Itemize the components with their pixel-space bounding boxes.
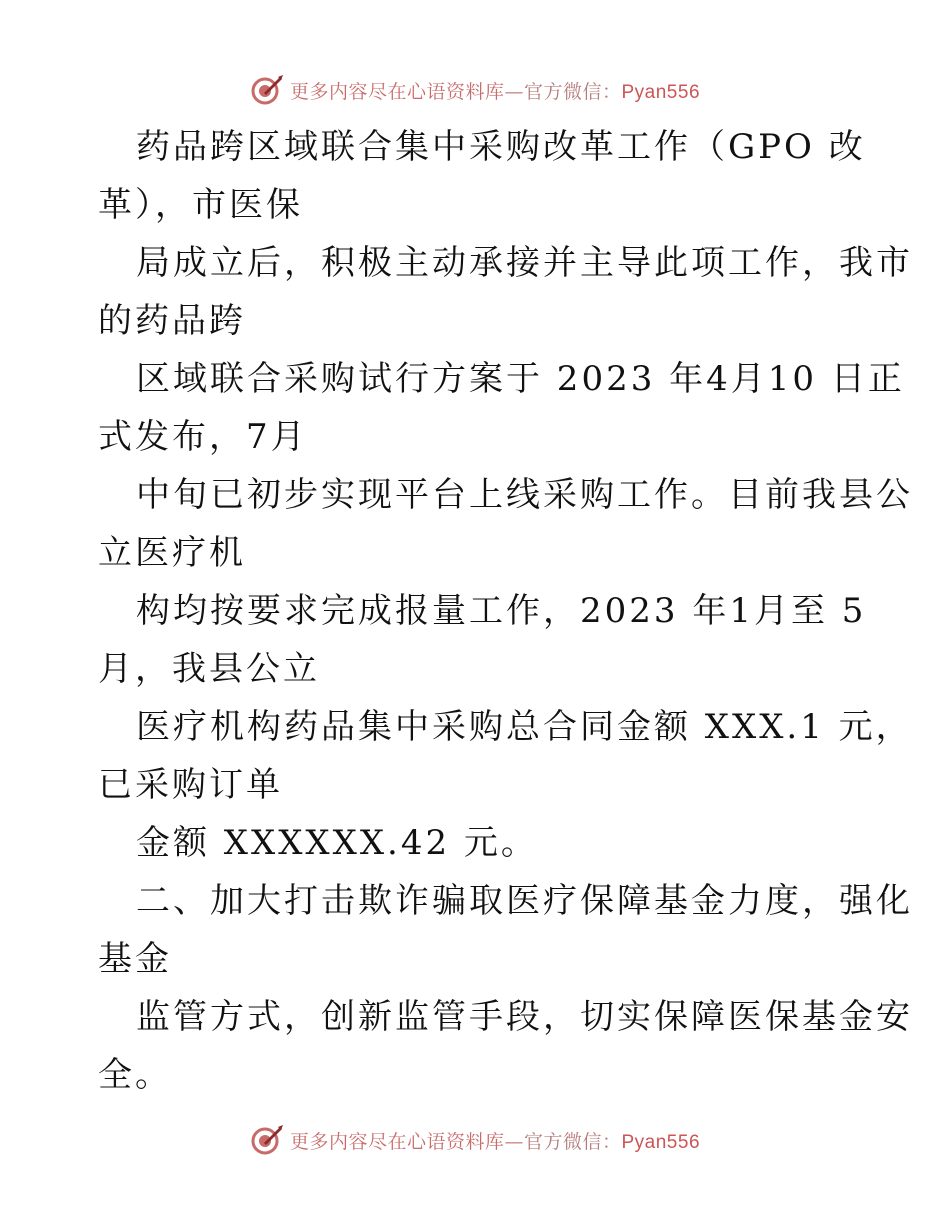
wechat-label: 官方微信： bbox=[523, 1130, 622, 1153]
quill-logo-icon bbox=[250, 1123, 284, 1157]
document-line: 区域联合采购试行方案于 2023 年4月10 日正 bbox=[136, 359, 905, 399]
document-line: 构均按要求完成报量工作，2023 年1月至 5 bbox=[136, 591, 867, 631]
separator: — bbox=[504, 1130, 524, 1153]
document-body bbox=[98, 118, 913, 1104]
quill-logo-icon bbox=[250, 73, 284, 107]
document-line: 式发布，7月 bbox=[98, 417, 308, 457]
document-line: 药品跨区域联合集中采购改革工作（GPO 改 bbox=[136, 127, 866, 167]
document-line: 中旬已初步实现平台上线采购工作。目前我县公 bbox=[136, 475, 913, 515]
document-line: 基金 bbox=[98, 939, 172, 979]
document-line: 革），市医保 bbox=[98, 185, 303, 225]
site-name: 更多内容尽在心语资料库 bbox=[289, 80, 505, 103]
wechat-handle: Pyan556 bbox=[621, 1131, 701, 1153]
document-line: 局成立后，积极主动承接并主导此项工作，我市 bbox=[136, 243, 913, 283]
watermark-group bbox=[250, 1123, 700, 1157]
document-line: 监管方式，创新监管手段，切实保障医保基金安 bbox=[136, 997, 913, 1037]
watermark-text bbox=[290, 1127, 700, 1154]
document-line: 的药品跨 bbox=[98, 301, 246, 341]
document-line: 全。 bbox=[98, 1055, 172, 1095]
separator: — bbox=[504, 80, 524, 103]
wechat-handle: Pyan556 bbox=[621, 81, 701, 103]
header-watermark-banner bbox=[0, 70, 950, 110]
document-line: 金额 XXXXXX.42 元。 bbox=[136, 823, 538, 863]
document-line: 已采购订单 bbox=[98, 765, 283, 805]
watermark-text bbox=[290, 77, 700, 104]
wechat-label: 官方微信： bbox=[523, 80, 622, 103]
document-line: 二、加大打击欺诈骗取医疗保障基金力度，强化 bbox=[136, 881, 913, 921]
document-line: 立医疗机 bbox=[98, 533, 246, 573]
site-name: 更多内容尽在心语资料库 bbox=[289, 1130, 505, 1153]
document-line: 医疗机构药品集中采购总合同金额 XXX.1 元， bbox=[136, 707, 913, 747]
document-line: 月，我县公立 bbox=[98, 649, 320, 689]
footer-watermark-banner bbox=[0, 1120, 950, 1160]
watermark-group bbox=[250, 73, 700, 107]
